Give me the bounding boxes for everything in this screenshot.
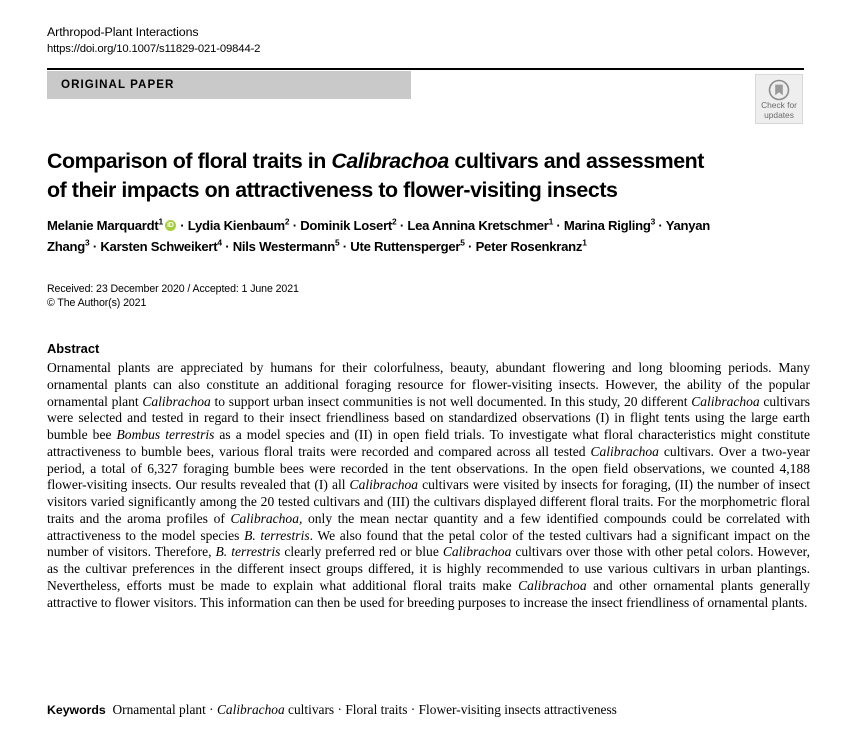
author-name: Peter Rosenkranz	[475, 238, 583, 254]
author-name: Dominik Losert	[300, 218, 393, 233]
keyword-separator: ·	[334, 702, 346, 717]
publication-dates	[47, 282, 547, 311]
keyword-separator: ·	[407, 702, 419, 717]
journal-name: Arthropod-Plant Interactions	[47, 25, 199, 39]
keyword-separator: ·	[205, 702, 217, 717]
abstract-italic-term: Calibrachoa	[142, 393, 211, 409]
title-part-2: cultivars and assessment of their impacts on attractiveness to flower-visiting insects	[47, 149, 704, 203]
abstract-italic-term: Bombus terrestris	[116, 427, 215, 442]
author-affiliation-marker: 2	[392, 216, 397, 227]
check-for-updates-text	[756, 101, 802, 120]
author-separator: ·	[553, 218, 564, 233]
author-name: Lydia Kienbaum	[187, 218, 285, 233]
orcid-icon[interactable]	[165, 220, 176, 231]
author-separator: ·	[221, 238, 233, 254]
author-name: Ute Ruttensperger	[350, 238, 461, 254]
author-name: Karsten Schweikert	[100, 238, 218, 254]
author-separator: ·	[339, 238, 351, 254]
abstract-italic-term: Calibrachoa	[349, 477, 419, 493]
author-affiliation-marker: 1	[548, 216, 554, 227]
keyword-item[interactable]: Flower-visiting insects attractiveness	[418, 702, 617, 717]
abstract-body: Ornamental plants are appreciated by humans for their colorfulness, beauty, abundant flowering and long blooming periods. Many ornamental plants can also constitute an additional foraging resource for flower-visiting insects. However, the ability of the popular ornamental plant Calibrachoa to support urban insect communities is not well documented. In this study, 20 different Calibrachoa cultivars were selected and tested in regard to their insect friendliness based on standardized observations (I) in flight tents using the large earth bumble bee Bombus terrestris as a model species and (II) in open field trials. To investigate what floral characteristics might constitute attractiveness to bumble bees, various floral traits were recorded and compared across all tested Calibrachoa cultivars. Over a two-year period, a total of 6,327 foraging bumble bees were recorded in the tent observations. In the open field observations, we counted 4,188 flower-visiting insects. Our results revealed that (I) all Calibrachoa cultivars were visited by insects for foraging, (II) the number of insect visitors varied significantly among the 20 tested cultivars and (III) the cultivars displayed different floral traits. For the morphometric floral traits and the aroma profiles of Calibrachoa, only the mean nectar quantity and a few identified compounds could be correlated with attractiveness to the model species B. terrestris. We also found that the petal color of the tested cultivars had a significant impact on the number of visitors. Therefore, B. terrestris clearly preferred red or blue Calibrachoa cultivars over those with other petal colors. However, as the cultivar preferences in the different insect groups differed, it is highly recommended to use various cultivars in urban plantings. Nevertheless, efforts must be made to explain what additional floral traits make Calibrachoa and other ornamental plants generally attractive to flower visitors. This information can then be used for breeding purposes to increase the insect friendliness of ornamental plants.	[47, 360, 811, 610]
author-affiliation-marker: 1	[582, 237, 587, 248]
author-affiliation-marker: 1	[158, 216, 163, 227]
author-separator: ·	[396, 218, 408, 233]
title-species-name: Calibrachoa	[331, 149, 449, 174]
author-list	[47, 216, 747, 257]
author-affiliation-marker: 3	[650, 216, 656, 227]
keywords-line	[47, 701, 810, 719]
author-name: Melanie Marquardt	[47, 218, 159, 233]
check-for-updates-badge[interactable]	[755, 74, 803, 124]
author-name: Yanyan Zhang	[47, 218, 711, 254]
journal-header	[47, 24, 467, 57]
abstract-italic-term: Calibrachoa	[590, 443, 659, 459]
author-separator: ·	[464, 238, 476, 254]
keyword-item[interactable]: Ornamental plant	[112, 702, 206, 717]
header-divider	[47, 68, 804, 70]
author-separator: ·	[176, 218, 188, 233]
author-affiliation-marker: 2	[284, 216, 290, 227]
title-part-1: Comparison of floral traits in	[47, 149, 332, 174]
abstract-italic-term: Calibrachoa,	[230, 510, 303, 526]
abstract-heading: Abstract	[47, 341, 100, 356]
copyright-line: © The Author(s) 2021	[47, 297, 147, 310]
paper-type-banner	[47, 71, 411, 99]
abstract-italic-term: Calibrachoa	[442, 544, 512, 560]
author-affiliation-marker: 3	[85, 237, 90, 248]
doi-link[interactable]: https://doi.org/10.1007/s11829-021-09844-2	[47, 43, 261, 55]
author-name: Lea Annina Kretschmer	[407, 218, 549, 233]
crossmark-line-2: updates	[764, 109, 794, 120]
paper-type-label: ORIGINAL PAPER	[61, 78, 175, 91]
keywords-label: Keywords	[47, 703, 106, 717]
author-separator: ·	[89, 238, 101, 254]
author-affiliation-marker: 4	[217, 237, 222, 248]
author-affiliation-marker: 5	[460, 237, 465, 248]
keyword-item[interactable]: Calibrachoa cultivars	[216, 702, 335, 717]
abstract-italic-term: B. terrestris	[244, 527, 310, 543]
abstract-italic-term: B. terrestris	[215, 544, 281, 560]
crossmark-line-1: Check for	[761, 100, 797, 110]
page-title	[47, 147, 727, 205]
abstract-italic-term: Calibrachoa	[691, 393, 760, 409]
author-affiliation-marker: 5	[334, 237, 340, 248]
keyword-item[interactable]: Floral traits	[345, 702, 408, 717]
author-separator: ·	[655, 218, 666, 233]
author-separator: ·	[289, 218, 301, 233]
author-name: Nils Westermann	[232, 238, 335, 254]
author-name: Marina Rigling	[563, 218, 651, 233]
abstract-italic-term: Calibrachoa	[518, 577, 587, 593]
received-accepted-line: Received: 23 December 2020 / Accepted: 1 June 2021	[47, 283, 299, 295]
